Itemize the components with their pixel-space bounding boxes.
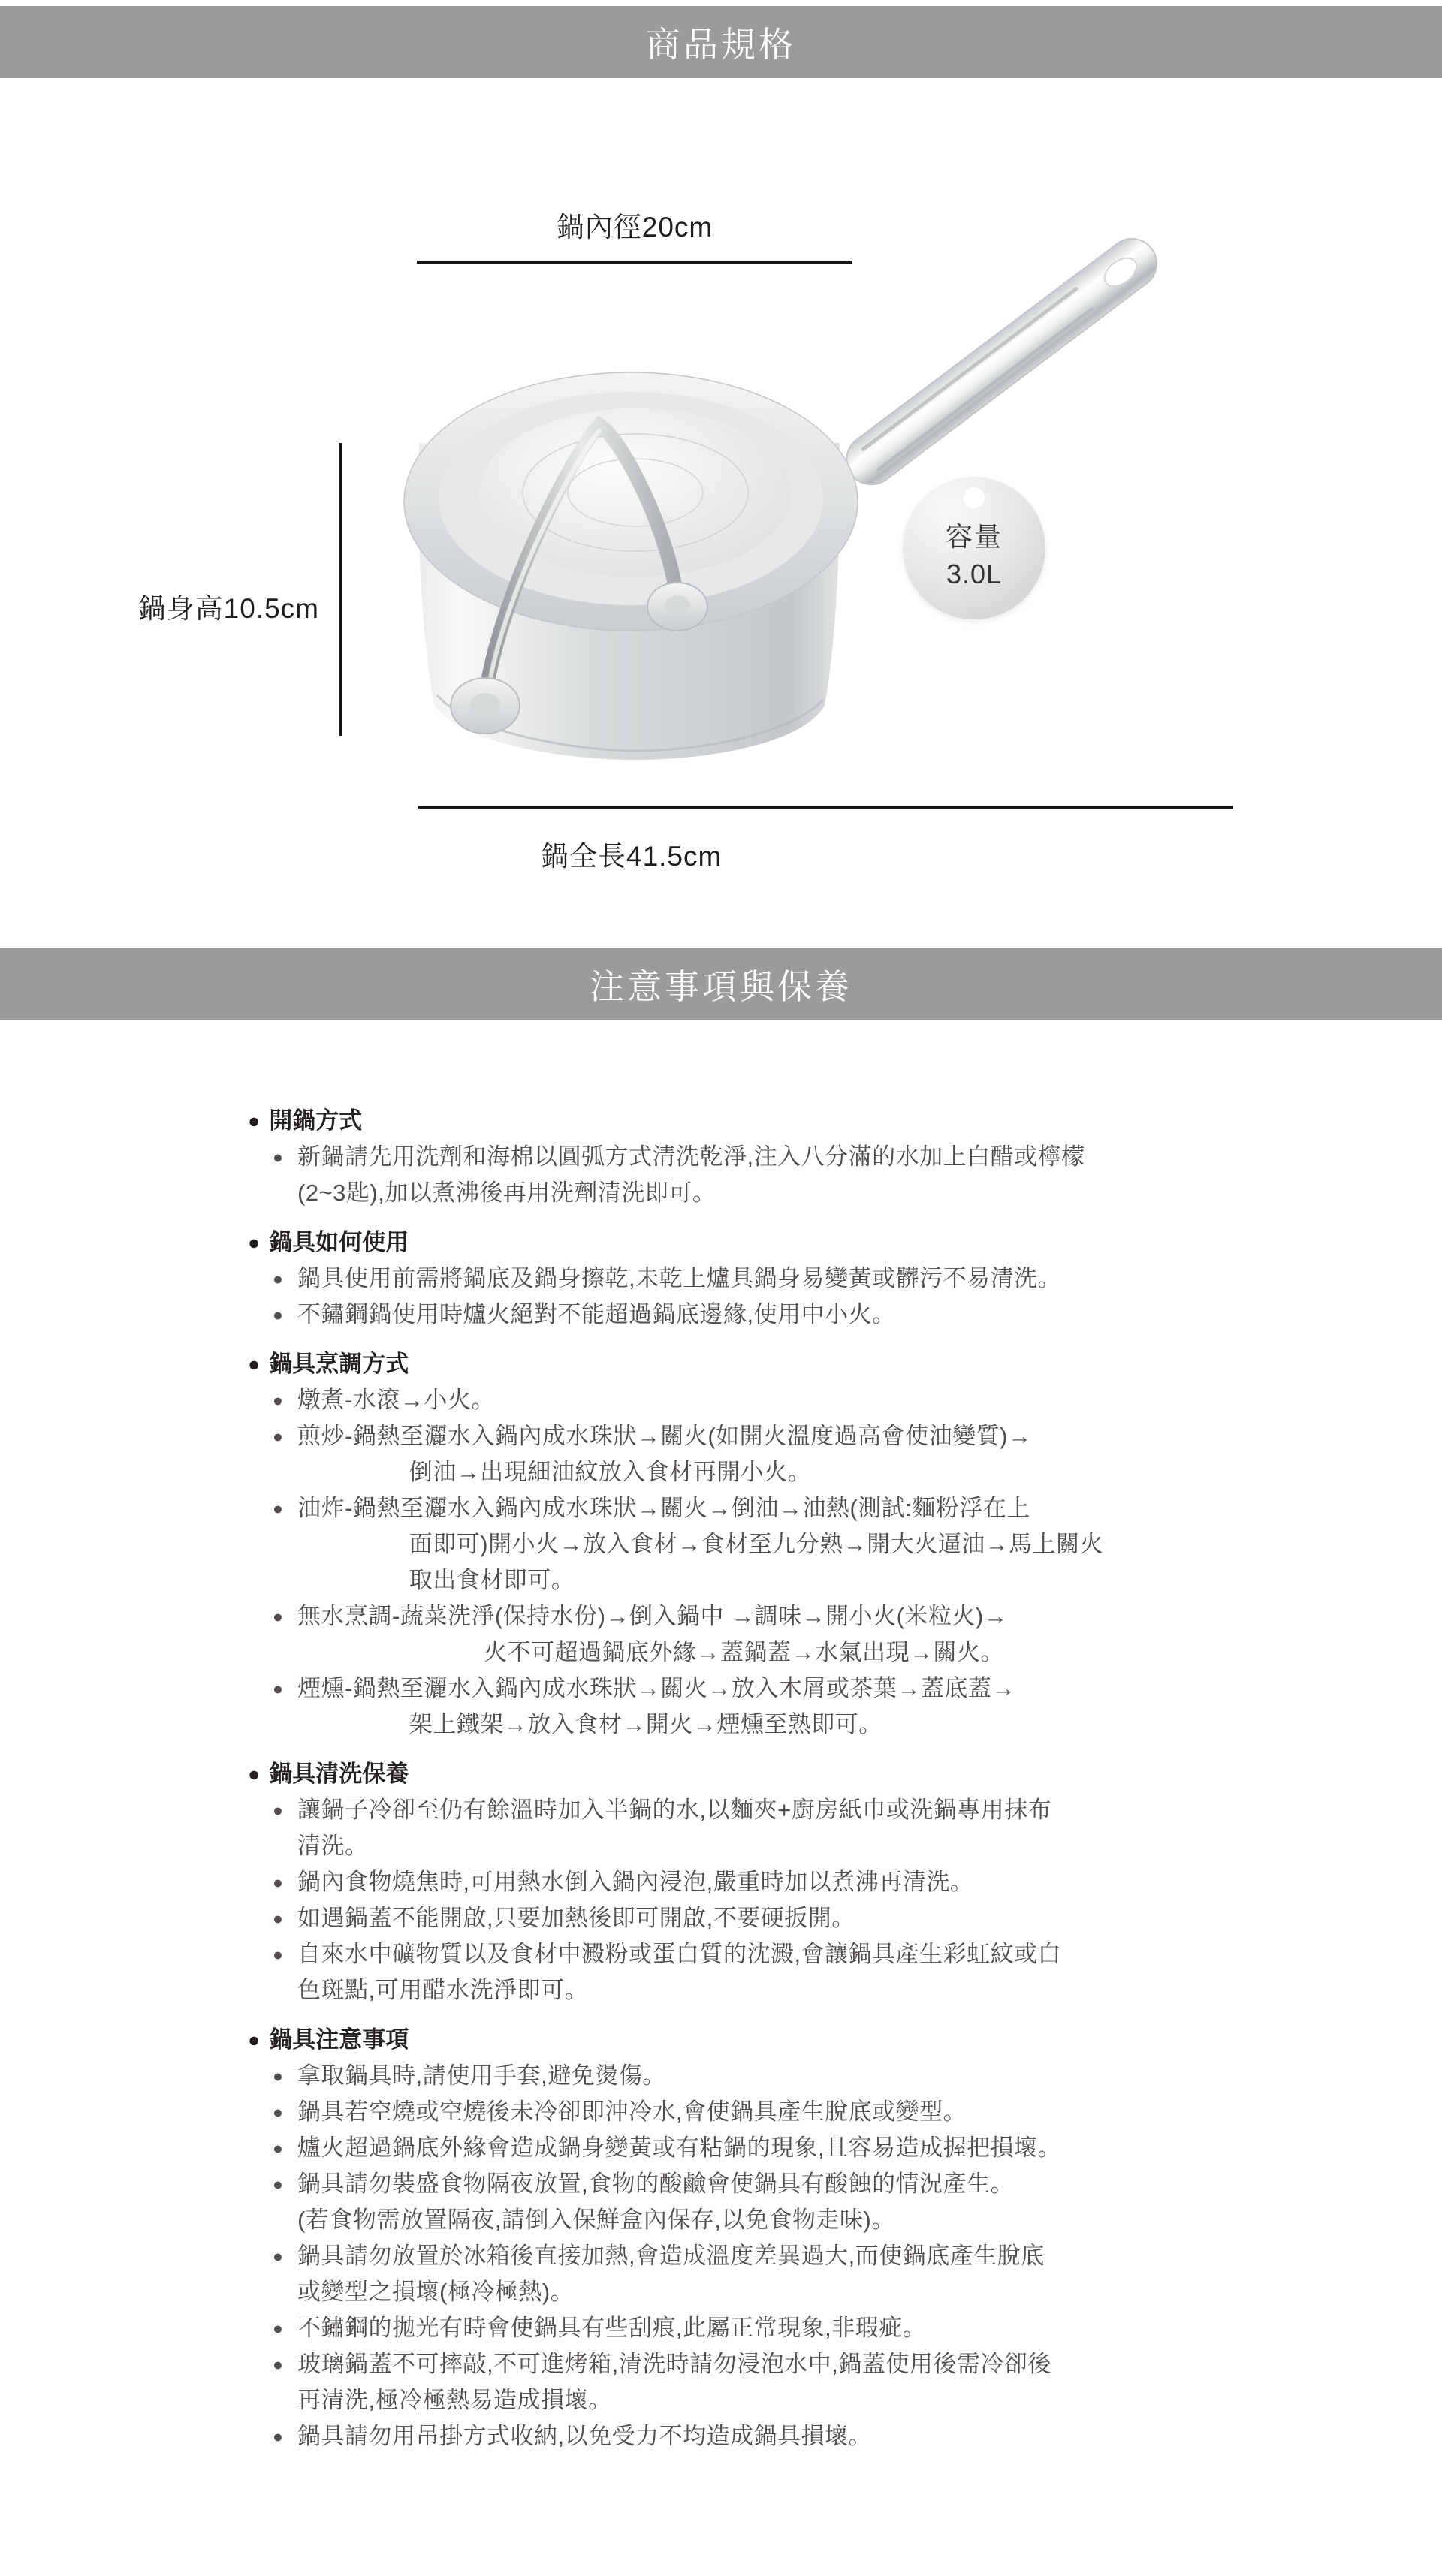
item-text xyxy=(297,2166,1442,2238)
item-text-line: 無水烹調-蔬菜洗淨(保持水份)→倒入鍋中 →調味→開小火(米粒火)→ xyxy=(297,1603,1008,1629)
item-bullet-icon: ● xyxy=(273,1945,283,1964)
section-heading: 鍋具如何使用 xyxy=(269,1229,409,1255)
item-text xyxy=(297,2310,1442,2346)
section-heading-row xyxy=(248,1346,1442,1382)
item-text-line: 煎炒-鍋熱至灑水入鍋內成水珠狀→關火(如開火溫度過高會使油變質)→ xyxy=(297,1423,1032,1449)
section-heading: 鍋具注意事項 xyxy=(269,2026,409,2053)
saucepan-illustration xyxy=(338,218,1179,878)
item-text xyxy=(297,2130,1442,2166)
item-text xyxy=(297,1936,1442,2008)
item-bullet-icon: ● xyxy=(273,1909,283,1928)
item-text xyxy=(297,2346,1442,2418)
item-text xyxy=(297,1792,1442,1864)
section-heading: 鍋具清洗保養 xyxy=(269,1761,409,1787)
section-heading: 開鍋方式 xyxy=(269,1107,363,1134)
item-bullet-icon: ● xyxy=(273,2427,283,2446)
item-text-line: 倒油→出現細油紋放入食材再開小火。 xyxy=(409,1459,812,1485)
care-content xyxy=(0,1020,1442,2454)
item-text-line: 新鍋請先用洗劑和海棉以圓弧方式清洗乾淨,注入八分滿的水加上白醋或檸檬 xyxy=(297,1143,1085,1170)
care-item xyxy=(248,1598,1442,1671)
heading-bullet-icon: ● xyxy=(248,1231,261,1254)
item-text-line: 鍋具使用前需將鍋底及鍋身擦乾,未乾上爐具鍋身易變黃或髒污不易清洗。 xyxy=(297,1265,1062,1291)
item-text-line: 不鏽鋼的拋光有時會使鍋具有些刮痕,此屬正常現象,非瑕疵。 xyxy=(297,2315,927,2341)
long-handle xyxy=(837,229,1166,495)
item-bullet-icon: ● xyxy=(273,1499,283,1518)
total-length-line xyxy=(418,806,1233,809)
care-item xyxy=(248,2058,1442,2094)
item-bullet-icon: ● xyxy=(273,2138,283,2158)
item-text-line: 再清洗,極冷極熱易造成損壞。 xyxy=(297,2387,612,2413)
care-item xyxy=(248,2130,1442,2166)
item-text xyxy=(297,2094,1442,2130)
item-text-line: 面即可)開小火→放入食材→食材至九分熟→開大火逼油→馬上關火 xyxy=(409,1531,1104,1557)
care-banner xyxy=(0,948,1442,1020)
item-text-line: 不鏽鋼鍋使用時爐火絕對不能超過鍋底邊緣,使用中小火。 xyxy=(297,1301,896,1327)
section-heading-row xyxy=(248,2022,1442,2058)
item-bullet-icon: ● xyxy=(273,1872,283,1892)
item-text xyxy=(297,2418,1442,2454)
item-text-line: 鍋具若空燒或空燒後未冷卻即沖冷水,會使鍋具產生脫底或變型。 xyxy=(297,2098,967,2125)
item-text-line: 或變型之損壞(極冷極熱)。 xyxy=(297,2279,575,2305)
item-text-line: (2~3匙),加以煮沸後再用洗劑清洗即可。 xyxy=(297,1180,716,1206)
item-text xyxy=(297,1490,1442,1598)
item-bullet-icon: ● xyxy=(273,2355,283,2374)
item-text-line: 鍋內食物燒焦時,可用熱水倒入鍋內浸泡,嚴重時加以煮沸再清洗。 xyxy=(297,1869,974,1895)
item-text-line: 鍋具請勿放置於冰箱後直接加熱,會造成溫度差異過大,而使鍋底產生脫底 xyxy=(297,2243,1045,2269)
capacity-label: 容量 xyxy=(945,521,1003,552)
item-bullet-icon: ● xyxy=(273,1607,283,1626)
item-text xyxy=(297,1382,1442,1418)
item-bullet-icon: ● xyxy=(273,1305,283,1324)
item-text-line: 清洗。 xyxy=(297,1833,369,1859)
item-bullet-icon: ● xyxy=(273,2102,283,2122)
wire-mount-plate xyxy=(665,595,690,615)
care-section xyxy=(248,1346,1442,1743)
item-text-line: 火不可超過鍋底外緣→蓋鍋蓋→水氣出現→關火。 xyxy=(484,1639,1004,1665)
care-item xyxy=(248,2238,1442,2310)
care-item xyxy=(248,2166,1442,2238)
section-heading-row xyxy=(248,1103,1442,1139)
item-text xyxy=(297,2058,1442,2094)
item-bullet-icon: ● xyxy=(273,2246,283,2266)
care-section xyxy=(248,2022,1442,2454)
item-bullet-icon: ● xyxy=(273,2318,283,2338)
care-item xyxy=(248,1261,1442,1297)
item-text-line: 爐火超過鍋底外緣會造成鍋身變黃或有粘鍋的現象,且容易造成握把損壞。 xyxy=(297,2135,1062,2161)
section-heading-row xyxy=(248,1756,1442,1792)
wire-mount-plate xyxy=(470,693,500,716)
heading-bullet-icon: ● xyxy=(248,1763,261,1785)
item-text-line: 如遇鍋蓋不能開啟,只要加熱後即可開啟,不要硬扳開。 xyxy=(297,1905,855,1931)
item-text-line: 鍋具請勿裝盛食物隔夜放置,食物的酸鹼會使鍋具有酸蝕的情況產生。 xyxy=(297,2171,1015,2197)
item-text xyxy=(297,1900,1442,1936)
care-section xyxy=(248,1756,1442,2008)
item-text-line: 架上鐵架→放入食材→開火→煙燻至熟即可。 xyxy=(409,1711,882,1737)
care-item xyxy=(248,2418,1442,2454)
inner-diameter-line xyxy=(417,261,852,264)
care-item xyxy=(248,1671,1442,1743)
item-text xyxy=(297,2238,1442,2310)
capacity-value: 3.0L xyxy=(946,559,1003,589)
heading-bullet-icon: ● xyxy=(248,2029,261,2051)
care-item xyxy=(248,2346,1442,2418)
item-text xyxy=(297,1864,1442,1900)
item-text-line: 拿取鍋具時,請使用手套,避免燙傷。 xyxy=(297,2062,666,2089)
care-item xyxy=(248,1900,1442,1936)
care-item xyxy=(248,1490,1442,1598)
item-bullet-icon: ● xyxy=(273,1147,283,1167)
capacity-tag xyxy=(903,477,1045,619)
care-item xyxy=(248,1864,1442,1900)
section-heading-row xyxy=(248,1225,1442,1261)
item-text-line: 煙燻-鍋熱至灑水入鍋內成水珠狀→關火→放入木屑或茶葉→蓋底蓋→ xyxy=(297,1675,1015,1701)
item-bullet-icon: ● xyxy=(273,1269,283,1288)
care-item xyxy=(248,2094,1442,2130)
inner-diameter-label: 鍋內徑20cm xyxy=(556,212,713,243)
item-bullet-icon: ● xyxy=(273,1679,283,1698)
item-text-line: 燉煮-水滾→小火。 xyxy=(297,1387,495,1413)
item-text-line: (若食物需放置隔夜,請倒入保鮮盒內保存,以免食物走味)。 xyxy=(297,2207,895,2233)
item-text-line: 鍋具請勿用吊掛方式收納,以免受力不均造成鍋具損壞。 xyxy=(297,2423,873,2449)
total-length-label: 鍋全長41.5cm xyxy=(541,841,723,872)
care-item xyxy=(248,1297,1442,1333)
care-item xyxy=(248,1139,1442,1211)
item-text-line: 油炸-鍋熱至灑水入鍋內成水珠狀→關火→倒油→油熱(測試:麵粉浮在上 xyxy=(297,1495,1030,1521)
item-bullet-icon: ● xyxy=(273,2174,283,2194)
item-bullet-icon: ● xyxy=(273,1390,283,1410)
care-item xyxy=(248,1382,1442,1418)
item-text xyxy=(297,1598,1442,1671)
tag-hole-icon xyxy=(964,487,985,508)
item-text xyxy=(297,1139,1442,1211)
section-heading: 鍋具烹調方式 xyxy=(269,1351,409,1377)
care-banner-title: 注意事項與保養 xyxy=(590,967,852,1006)
item-text-line: 讓鍋子冷卻至仍有餘溫時加入半鍋的水,以麵夾+廚房紙巾或洗鍋專用抹布 xyxy=(297,1797,1052,1823)
item-text-line: 自來水中礦物質以及食材中澱粉或蛋白質的沈澱,會讓鍋具產生彩虹紋或白 xyxy=(297,1941,1062,1967)
item-bullet-icon: ● xyxy=(273,2066,283,2086)
care-item xyxy=(248,1792,1442,1864)
spec-banner xyxy=(0,6,1442,78)
item-bullet-icon: ● xyxy=(273,1800,283,1820)
item-text xyxy=(297,1671,1442,1743)
item-text xyxy=(297,1418,1442,1490)
dimension-diagram xyxy=(0,78,1442,948)
care-item xyxy=(248,1936,1442,2008)
spec-banner-title: 商品規格 xyxy=(646,25,796,64)
body-height-line xyxy=(339,443,342,736)
care-section xyxy=(248,1225,1442,1333)
item-text-line: 玻璃鍋蓋不可摔敲,不可進烤箱,清洗時請勿浸泡水中,鍋蓋使用後需冷卻後 xyxy=(297,2351,1051,2377)
heading-bullet-icon: ● xyxy=(248,1353,261,1375)
item-bullet-icon: ● xyxy=(273,1427,283,1446)
care-item xyxy=(248,2310,1442,2346)
care-section xyxy=(248,1103,1442,1211)
item-text xyxy=(297,1261,1442,1297)
item-text-line: 色斑點,可用醋水洗淨即可。 xyxy=(297,1977,589,2003)
care-item xyxy=(248,1418,1442,1490)
body-height-label: 鍋身高10.5cm xyxy=(137,593,319,624)
item-text xyxy=(297,1297,1442,1333)
heading-bullet-icon: ● xyxy=(248,1110,261,1132)
item-text-line: 取出食材即可。 xyxy=(409,1567,575,1593)
